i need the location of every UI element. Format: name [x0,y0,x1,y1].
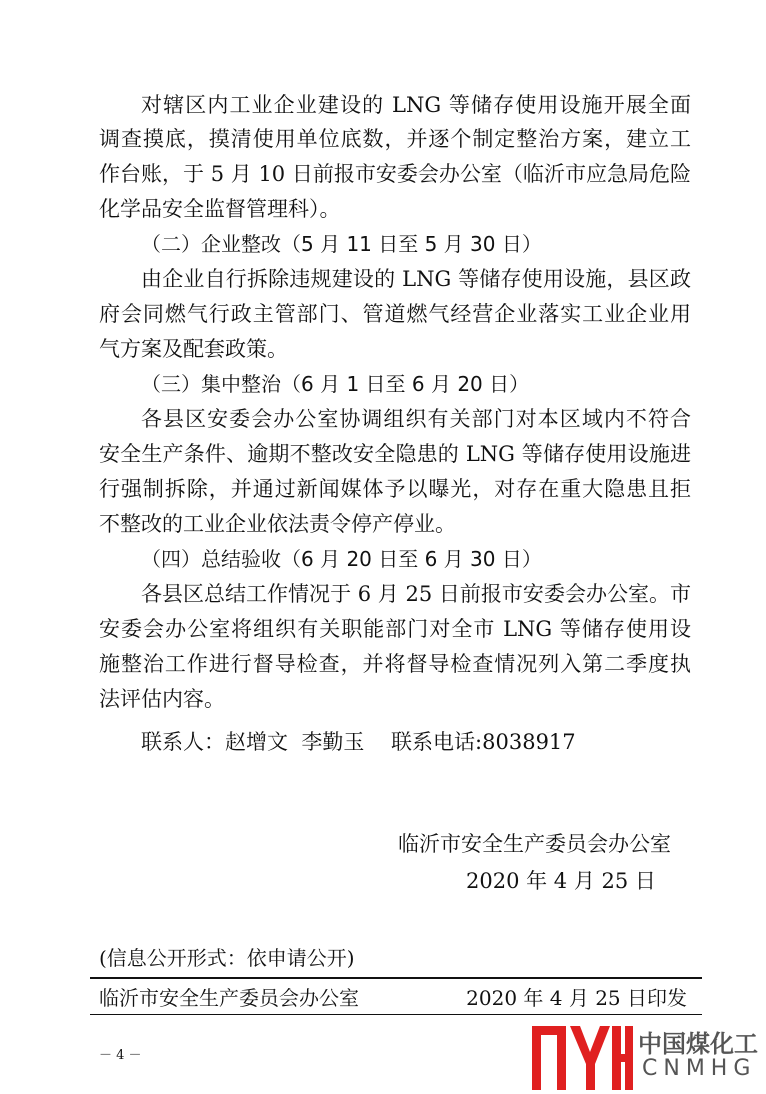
footer-issuer: 临沂市安全生产委员会办公室 [99,986,359,1010]
section-heading-4: （四）总结验收（6 月 20 日至 6 月 30 日） [141,547,542,571]
contact-line: 联系人：赵增文 李勤玉 联系电话:8038917 [141,730,576,754]
paragraph-1-line-4: 化学品安全监督管理科）。 [99,197,341,221]
page-number: － 4 － [99,1048,142,1063]
disclosure-note: (信息公开形式：依申请公开) [99,946,355,970]
paragraph-4-line-3: 施整治工作进行督导检查，并将督导检查情况列入第二季度执 [99,652,691,676]
paragraph-3-line-1: 各县区安委会办公室协调组织有关部门对本区域内不符合 [141,407,691,431]
footer-rule-bottom [90,1014,702,1015]
watermark-name-en: CNMHG [642,1056,757,1081]
watermark-logo [530,1020,766,1094]
paragraph-3-line-2: 安全生产条件、逾期不整改安全隐患的 LNG 等储存使用设施进 [99,442,691,466]
paragraph-4-line-2: 安委会办公室将组织有关职能部门对全市 LNG 等储存使用设 [99,617,691,641]
section-heading-3: （三）集中整治（6 月 1 日至 6 月 20 日） [141,372,530,396]
paragraph-2-line-3: 气方案及配套政策。 [99,337,288,361]
paragraph-3-line-4: 不整改的工业企业依法责令停产停业。 [99,512,456,536]
paragraph-1-line-1: 对辖区内工业企业建设的 LNG 等储存使用设施开展全面 [141,93,691,117]
signature-date: 2020 年 4 月 25 日 [466,869,656,893]
paragraph-4-line-4: 法评估内容。 [99,687,225,711]
paragraph-3-line-3: 行强制拆除，并通过新闻媒体予以曝光，对存在重大隐患且拒 [99,477,691,501]
cnmhg-logo-icon [530,1022,634,1092]
paragraph-4-line-1: 各县区总结工作情况于 6 月 25 日前报市安委会办公室。市 [141,582,691,606]
signature-organization: 临沂市安全生产委员会办公室 [398,832,671,856]
footer-issue-date: 2020 年 4 月 25 日印发 [466,986,687,1010]
watermark-name-cn: 中国煤化工 [638,1030,758,1058]
section-heading-2: （二）企业整改（5 月 11 日至 5 月 30 日） [141,232,542,256]
paragraph-1-line-2: 调查摸底，摸清使用单位底数，并逐个制定整治方案，建立工 [99,127,691,151]
footer-rule-top [90,977,702,979]
paragraph-2-line-1: 由企业自行拆除违规建设的 LNG 等储存使用设施，县区政 [141,267,691,291]
paragraph-1-line-3: 作台账，于 5 月 10 日前报市安委会办公室（临沂市应急局危险 [99,162,691,186]
paragraph-2-line-2: 府会同燃气行政主管部门、管道燃气经营企业落实工业企业用 [99,302,691,326]
